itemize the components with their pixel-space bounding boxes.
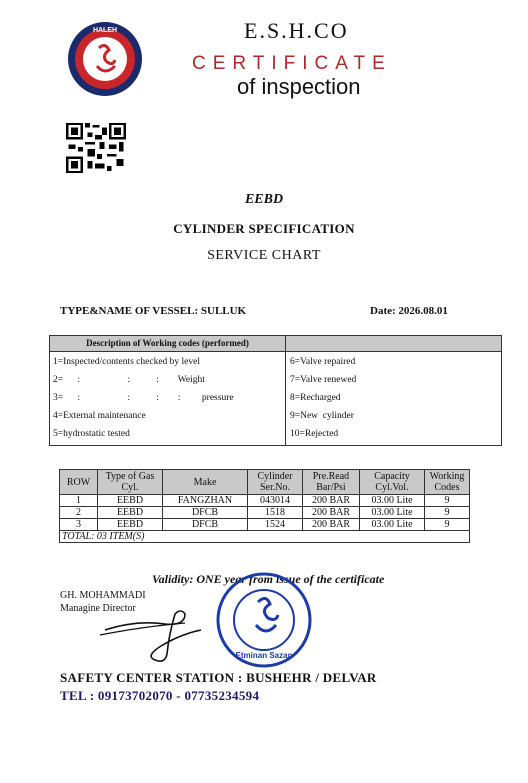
code-item: 1=Inspected/contents checked by level [53,357,201,367]
col-header: Pre.Read Bar/Psi [303,470,360,495]
cell: 1 [60,495,98,507]
manager-name: GH. MOHAMMADI [60,590,146,601]
cell: 03.00 Lite [360,519,425,531]
manager-role: Managine Director [60,603,136,614]
col-header: Type of Gas Cyl. [98,470,163,495]
col-header: Cylinder Ser.No. [248,470,303,495]
certificate-subtitle: of inspection [237,74,361,99]
table-row [60,507,470,519]
cell: 9 [425,519,470,531]
equipment-type: EEBD [244,192,284,207]
cylinder-table [59,469,470,543]
cell: EEBD [98,507,163,519]
certificate-title: CERTIFICATE [192,53,392,74]
safety-station: SAFETY CENTER STATION : BUSHEHR / DELVAR [60,670,377,685]
cell: 043014 [248,495,303,507]
cell: 1518 [248,507,303,519]
code-item: 10=Rejected [290,429,339,439]
col-header: Working Codes [425,470,470,495]
code-item: 4=External maintenance [53,411,146,421]
stamp-text: Etminan Sazan [235,651,293,660]
col-header: Capacity Cyl.Vol. [360,470,425,495]
cell: 1524 [248,519,303,531]
issue-date: Date: 2026.08.01 [370,305,448,317]
validity-note: Validity: ONE year from issue of the certificate [152,572,385,586]
spec-heading: CYLINDER SPECIFICATION [173,221,355,236]
cell: FANGZHAN [163,495,248,507]
cell: 200 BAR [303,519,360,531]
table-total-row [60,531,470,543]
code-item: 3= : : : : pressure [53,393,234,403]
code-item: 2= : : : Weight [53,375,205,385]
table-row [60,495,470,507]
cell: EEBD [98,519,163,531]
signature [95,590,205,670]
cell: 200 BAR [303,507,360,519]
qr-code [66,122,126,174]
code-item: 9=New cylinder [290,411,354,421]
cell: 200 BAR [303,495,360,507]
cell: 03.00 Lite [360,507,425,519]
cell: 9 [425,507,470,519]
cell: 03.00 Lite [360,495,425,507]
company-stamp [214,570,314,670]
working-codes-header: Description of Working codes (performed) [50,336,286,352]
table-row [60,519,470,531]
code-item: 6=Valve repaired [290,357,356,367]
code-item: 7=Valve renewed [290,375,357,385]
working-codes-box [49,335,502,446]
service-chart-heading: SERVICE CHART [207,248,321,263]
cell: 2 [60,507,98,519]
cell: EEBD [98,495,163,507]
cell: 3 [60,519,98,531]
total-items: TOTAL: 03 ITEM(S) [60,531,470,543]
codes-divider [285,351,286,445]
cell: DFCB [163,507,248,519]
company-logo [66,20,144,98]
working-codes-header-fill [286,336,501,352]
org-name: E.S.H.CO [244,18,349,43]
telephone: TEL : 09173702070 - 07735234594 [60,688,260,703]
cell: 9 [425,495,470,507]
col-header: ROW [60,470,98,495]
cell: DFCB [163,519,248,531]
col-header: Make [163,470,248,495]
table-header-row [60,470,470,495]
code-item: 5=hydrostatic tested [53,429,130,439]
logo-ring-text: HALEH [92,27,118,34]
code-item: 8=Recharged [290,393,341,403]
vessel-name: TYPE&NAME OF VESSEL: SULLUK [60,305,247,317]
